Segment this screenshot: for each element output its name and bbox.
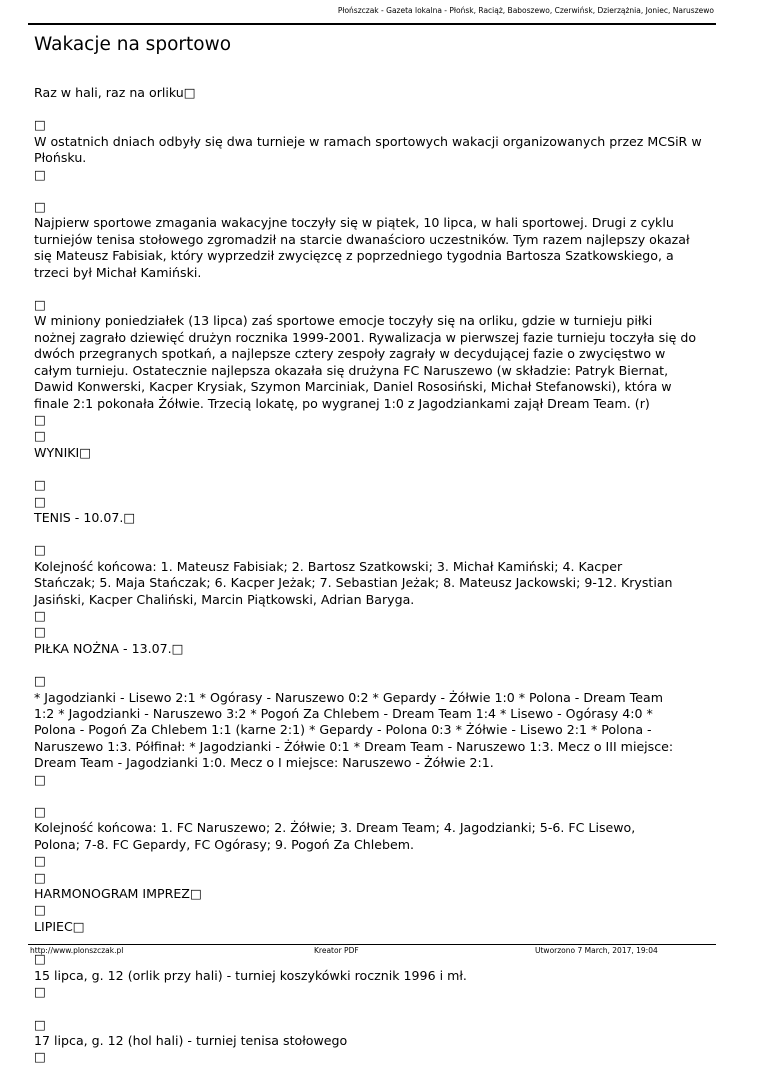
text-line: □: [34, 673, 46, 689]
text-line: □: [34, 477, 46, 493]
text-line: Dawid Konwerski, Kacper Krysiak, Szymon Marciniak, Daniel Rososiński, Michał Stefanowski), która w: [34, 379, 672, 395]
article-paragraph: [34, 85, 734, 101]
text-line: □: [34, 804, 46, 820]
text-line: □: [34, 869, 46, 885]
text-line: □: [34, 902, 46, 918]
article-paragraph: [34, 804, 734, 935]
text-line: □: [34, 984, 46, 1000]
text-line: Kolejność końcowa: 1. Mateusz Fabisiak; 2. Bartosz Szatkowski; 3. Michał Kamiński; 4. Kacper: [34, 558, 623, 574]
article-paragraph: [34, 542, 734, 657]
text-line: □: [34, 853, 46, 869]
text-line: Stańczak; 5. Maja Stańczak; 6. Kacper Jeżak; 7. Sebastian Jeżak; 8. Mateusz Jackowski; 9-12. Krystian: [34, 575, 673, 591]
text-line: Jasiński, Kacper Chaliński, Marcin Piątkowski, Adrian Baryga.: [34, 591, 415, 607]
article-paragraph: [34, 117, 734, 183]
text-line: Polona; 7-8. FC Gepardy, FC Ogórasy; 9. Pogoń Za Chlebem.: [34, 836, 414, 852]
page-header: Płońszczak - Gazeta lokalna - Płońsk, Raciąż, Baboszewo, Czerwińsk, Dzierzążnia, Joniec, Naruszewo: [337, 6, 714, 15]
article-body: [34, 85, 734, 1082]
article-paragraph: [34, 673, 734, 788]
article-paragraph: [34, 297, 734, 461]
text-line: Naruszewo 1:3. Półfinał: * Jagodzianki - Żółwie 0:1 * Dream Team - Naruszewo 1:3. Mecz o III miejsce:: [34, 738, 674, 754]
text-line: LIPIEC□: [34, 918, 85, 934]
article-paragraph: [34, 199, 734, 281]
text-line: Dream Team - Jagodzianki 1:0. Mecz o I miejsce: Naruszewo - Żółwie 2:1.: [34, 755, 494, 771]
text-line: Polona - Pogoń Za Chlebem 1:1 (karne 2:1) * Gepardy - Polona 0:3 * Żółwie - Lisewo 2:1 * Polona -: [34, 722, 652, 738]
text-line: HARMONOGRAM IMPREZ□: [34, 886, 202, 902]
text-line: 15 lipca, g. 12 (orlik przy hali) - turniej koszykówki rocznik 1996 i mł.: [34, 967, 467, 983]
text-line: □: [34, 411, 46, 427]
text-line: □: [34, 1049, 46, 1065]
header-divider: [28, 23, 716, 25]
text-line: finale 2:1 pokonała Żółwie. Trzecią lokatę, po wygranej 1:0 z Jagodziankami zajął Dream Team. (r): [34, 395, 650, 411]
text-line: W miniony poniedziałek (13 lipca) zaś sportowe emocje toczyły się na orliku, gdzie w turnieju piłki: [34, 313, 653, 329]
text-line: trzeci był Michał Kamiński.: [34, 264, 202, 280]
text-line: całym turnieju. Ostatecznie najlepsza okazała się drużyna FC Naruszewo (w składzie: Patryk Biernat,: [34, 362, 669, 378]
text-line: □: [34, 297, 46, 313]
text-line: nożnej zagrało dziewięć drużyn rocznika 1999-2001. Rywalizacja w pierwszej fazie turnieju toczyła się do: [34, 329, 697, 345]
text-line: się Mateusz Fabisiak, który wyprzedził zwycięzcę z poprzedniego tygodnia Bartosza Szatkowskiego, a: [34, 248, 674, 264]
text-line: □: [34, 493, 46, 509]
text-line: dwóch przegranych spotkań, a najlepsze cztery zespoły zagrały w decydującej fazie o zwycięstwo w: [34, 346, 666, 362]
text-line: □: [34, 771, 46, 787]
footer-created-date: Utworzono 7 March, 2017, 19:04: [535, 946, 658, 955]
text-line: * Jagodzianki - Lisewo 2:1 * Ogórasy - Naruszewo 0:2 * Gepardy - Żółwie 1:0 * Polona - Dream Team: [34, 689, 663, 705]
text-line: Kolejność końcowa: 1. FC Naruszewo; 2. Żółwie; 3. Dream Team; 4. Jagodzianki; 5-6. FC Lisewo,: [34, 820, 636, 836]
footer-url[interactable]: http://www.plonszczak.pl: [30, 946, 124, 955]
text-line: turniejów tenisa stołowego zgromadził na starcie dwanaścioro uczestników. Tym razem najlepszy okazał: [34, 231, 690, 247]
text-line: □: [34, 428, 46, 444]
text-line: □: [34, 542, 46, 558]
article-paragraph: [34, 951, 734, 1000]
text-line: 1:2 * Jagodzianki - Naruszewo 3:2 * Pogoń Za Chlebem - Dream Team 1:4 * Lisewo - Ogórasy 4:0 *: [34, 706, 653, 721]
article-title: Wakacje na sportowo: [34, 34, 232, 55]
text-line: □: [34, 166, 46, 182]
text-line: Płońsku.: [34, 150, 87, 166]
text-line: TENIS - 10.07.□: [34, 509, 136, 525]
text-line: PIŁKA NOŻNA - 13.07.□: [34, 640, 184, 656]
text-line: □: [34, 624, 46, 640]
article-paragraph: [34, 1017, 734, 1066]
text-line: □: [34, 607, 46, 623]
text-line: 17 lipca, g. 12 (hol hali) - turniej tenisa stołowego: [34, 1032, 348, 1048]
footer-divider: [28, 944, 716, 945]
text-line: W ostatnich dniach odbyły się dwa turnieje w ramach sportowych wakacji organizowanych przez MCSiR w: [34, 133, 702, 149]
text-line: Raz w hali, raz na orliku□: [34, 85, 196, 100]
footer-generator: Kreator PDF: [314, 946, 359, 955]
text-line: Najpierw sportowe zmagania wakacyjne toczyły się w piątek, 10 lipca, w hali sportowej. Drugi z cyklu: [34, 215, 674, 231]
text-line: □: [34, 117, 46, 133]
article-paragraph: [34, 477, 734, 526]
text-line: WYNIKI□: [34, 444, 92, 460]
text-line: □: [34, 951, 46, 967]
text-line: □: [34, 1016, 46, 1032]
text-line: □: [34, 199, 46, 215]
